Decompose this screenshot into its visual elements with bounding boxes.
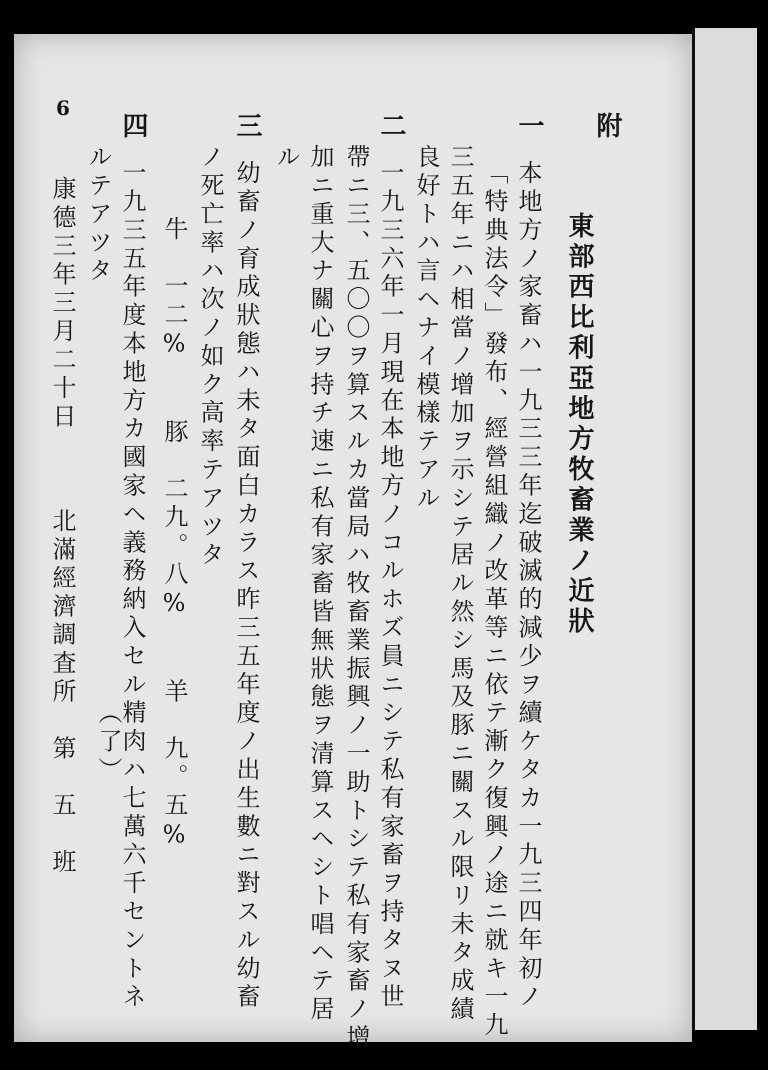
- section-4-number: 四: [118, 112, 148, 143]
- document-title: 東部西比利亞地方牧畜業ノ近狀: [564, 212, 594, 638]
- section-2-line-3: 加ニ重大ナ關心ヲ持チ速ニ私有家畜皆無狀態ヲ清算スヘシト唱ヘテ居: [306, 144, 334, 1025]
- document-author: 北滿經濟調査所 第 五 班: [48, 508, 76, 878]
- section-3-line-1: 幼畜ノ育成狀態ハ未タ面白カラス昨三五年度ノ出生數ニ對スル幼畜: [232, 160, 260, 1012]
- next-page-edge: [692, 28, 757, 1030]
- section-2-number: 二: [376, 112, 406, 143]
- end-mark: （了）: [94, 700, 122, 786]
- section-1-line-4: 良好トハ言ヘナイ模樣テアル: [412, 144, 440, 514]
- section-4-line-1: 一九三五年度本地方カ國家ヘ義務納入セル精肉ハ七萬六千セントネ: [118, 160, 146, 1012]
- section-1-line-3: 三五年ニハ相當ノ增加ヲ示シテ居ル然シ馬及豚ニ關スル限リ未タ成績: [446, 144, 474, 1025]
- section-3-death-rates: 牛 一二% 豚 二九。八% 羊 九。五%: [160, 216, 188, 853]
- section-3-line-2: ノ死亡率ハ次ノ如ク高率テアツタ: [196, 144, 224, 570]
- section-3-number: 三: [232, 112, 262, 143]
- section-1-line-2: 「特典法令」發布、經營組織ノ改革等ニ依テ漸ク復興ノ途ニ就キ一九: [480, 160, 508, 1041]
- section-2-line-1: 一九三六年一月現在本地方ノコルホズ員ニシテ私有家畜ヲ持タヌ世: [376, 160, 404, 1012]
- appendix-label: 附: [592, 112, 622, 143]
- section-2-line-4: ル: [272, 144, 300, 173]
- section-1-line-1: 本地方ノ家畜ハ一九三三年迄破滅的減少ヲ續ケタカ一九三四年初ノ: [514, 160, 542, 1012]
- document-date: 康德三年三月二十日: [48, 176, 76, 432]
- page-number: 6: [56, 96, 70, 120]
- section-2-line-2: 帶ニ三、五〇〇ヲ算スルカ當局ハ牧畜業振興ノ一助トシテ私有家畜ノ增: [342, 144, 370, 1053]
- section-4-line-2: ルテアツタ: [84, 144, 112, 286]
- section-1-number: 一: [514, 112, 544, 143]
